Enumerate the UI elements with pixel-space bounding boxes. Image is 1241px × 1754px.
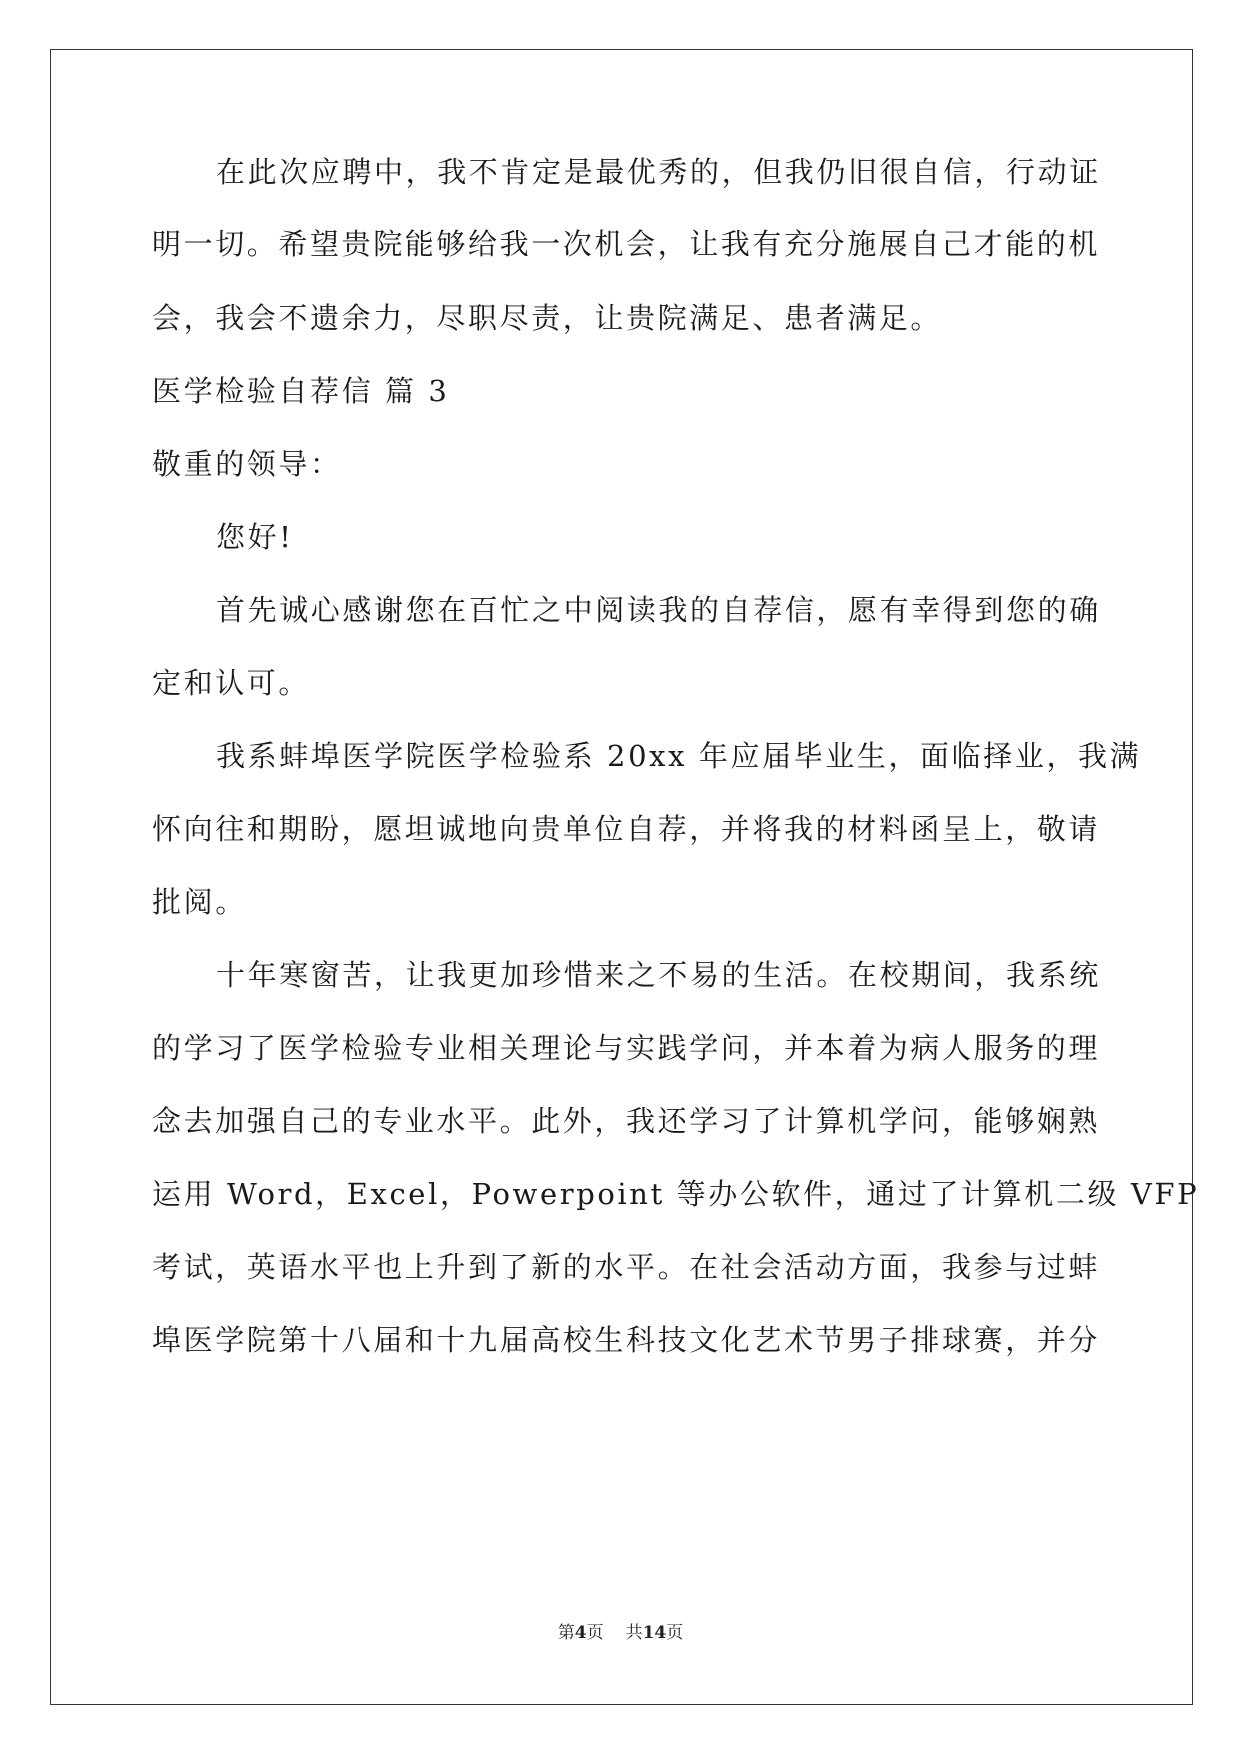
- body-line: 怀向往和期盼，愿坦诚地向贵单位自荐，并将我的材料函呈上，敬请: [152, 812, 1101, 846]
- salutation: 敬重的领导：: [152, 447, 342, 481]
- total-pages: 14: [642, 1623, 667, 1643]
- body-line: 考试，英语水平也上升到了新的水平。在社会活动方面，我参与过蚌: [152, 1250, 1101, 1284]
- body-line: 在此次应聘中，我不肯定是最优秀的，但我仍旧很自信，行动证: [216, 155, 1101, 189]
- body-line: 批阅。: [152, 885, 247, 919]
- body-line: 的学习了医学检验专业相关理论与实践学问，并本着为病人服务的理: [152, 1031, 1101, 1065]
- page-prefix: 第: [557, 1623, 575, 1643]
- body-line: 埠医学院第十八届和十九届高校生科技文化艺术节男子排球赛，并分: [152, 1323, 1101, 1357]
- total-prefix: 共: [625, 1623, 643, 1643]
- body-line: 首先诚心感谢您在百忙之中阅读我的自荐信，愿有幸得到您的确: [216, 593, 1101, 627]
- total-suffix: 页: [666, 1623, 684, 1643]
- body-line: 我系蚌埠医学院医学检验系 20xx 年应届毕业生，面临择业，我满: [216, 739, 1142, 773]
- body-line: 明一切。希望贵院能够给我一次机会，让我有充分施展自己才能的机: [152, 227, 1101, 261]
- page-suffix: 页: [586, 1623, 604, 1643]
- body-line: 会，我会不遗余力，尽职尽责，让贵院满足、患者满足。: [152, 301, 943, 335]
- body-line: 念去加强自己的专业水平。此外，我还学习了计算机学问，能够娴熟: [152, 1104, 1101, 1138]
- greeting: 您好!: [216, 520, 294, 554]
- body-line: 十年寒窗苦，让我更加珍惜来之不易的生活。在校期间，我系统: [216, 958, 1101, 992]
- body-line: 运用 Word，Excel，Powerpoint 等办公软件，通过了计算机二级 VFP: [152, 1177, 1200, 1211]
- section-heading: 医学检验自荐信 篇 3: [152, 374, 450, 408]
- page-number: 4: [574, 1623, 587, 1643]
- body-line: 定和认可。: [152, 666, 311, 700]
- page-footer: [0, 1618, 1241, 1643]
